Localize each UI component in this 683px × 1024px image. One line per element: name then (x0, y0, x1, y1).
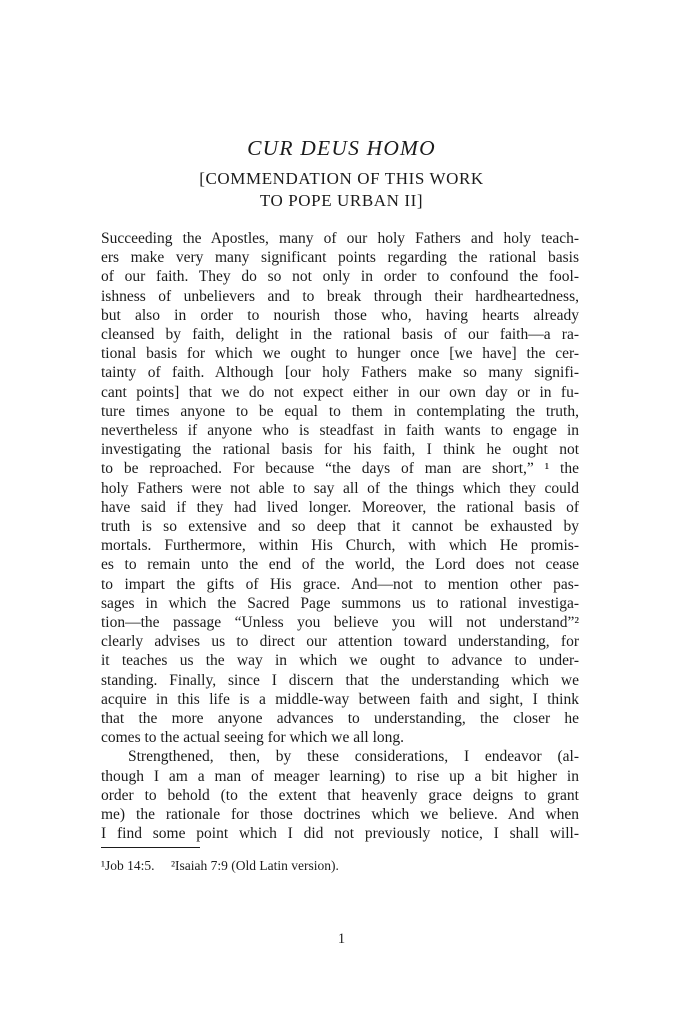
subtitle-line-2: TO POPE URBAN II] (259, 191, 424, 210)
text-line-p2-5: I find some point which I did not previously notice, I shall will- (101, 825, 579, 843)
text-line-p1-26: that the more anyone advances to understanding, the closer he (101, 710, 579, 728)
text-line-p1-25: acquire in this life is a middle-way between faith and sight, I think (101, 690, 579, 708)
text-line-p1-6: cleansed by faith, delight in the rational basis of our faith—a ra- (101, 326, 579, 344)
text-line-p1-5: but also in order to nourish those who, having hearts already (101, 306, 579, 324)
page-number: 1 (337, 931, 346, 947)
footnote-2: ²Isaiah 7:9 (Old Latin version). (170, 858, 339, 873)
text-line-p1-13: to be reproached. For because “the days of man are short,” ¹ the (101, 460, 579, 478)
text-line-p1-11: nevertheless if anyone who is steadfast in faith wants to engage in (101, 422, 579, 440)
text-line-p1-12: investigating the rational basis for his faith, I think he ought not (101, 441, 579, 459)
text-line-p1-7: tional basis for which we ought to hunger once [we have] the cer- (101, 345, 579, 363)
footnote-area (101, 847, 579, 874)
footnote-1: ¹Job 14:5. (101, 858, 155, 873)
text-line-p1-19: to impart the gifts of His grace. And—not to mention other pas- (101, 575, 579, 593)
chapter-heading (0, 138, 683, 213)
text-line-p1-18: es to remain unto the end of the world, the Lord does not cease (101, 556, 579, 574)
chapter-title: CUR DEUS HOMO (247, 136, 436, 160)
text-line-p1-20: sages in which the Sacred Page summons us to rational investiga- (101, 594, 579, 612)
text-line-p2-3: order to behold (to the extent that heavenly grace deigns to grant (101, 786, 579, 804)
chapter-subtitle (0, 168, 683, 213)
text-line-p1-8: tainty of faith. Although [our holy Fathers make so many signifi- (101, 364, 579, 382)
text-line-p1-3: of our faith. They do so not only in order to confound the fool- (101, 268, 579, 286)
text-line-p1-27: comes to the actual seeing for which we all long. (101, 729, 405, 747)
text-line-p2-4: me) the rationale for those doctrines which we believe. And when (101, 806, 579, 824)
text-line-p1-24: standing. Finally, since I discern that the understanding which we (101, 671, 579, 689)
body-text (101, 229, 579, 844)
text-line-p2-2: though I am a man of meager learning) to rise up a bit higher in (101, 767, 579, 785)
text-line-p1-2: ers make very many significant points regarding the rational basis (101, 249, 579, 267)
text-line-p1-16: truth is so extensive and so deep that it cannot be exhausted by (101, 518, 579, 536)
text-line-p1-15: have said if they had lived longer. Moreover, the rational basis of (101, 498, 579, 516)
footnote-rule (101, 847, 200, 848)
text-line-p1-1: Succeeding the Apostles, many of our holy Fathers and holy teach- (101, 230, 579, 247)
text-line-p1-9: cant points] that we do not expect either in our own day or in fu- (101, 383, 579, 401)
text-line-p1-4: ishness of unbelievers and to break through their hardheartedness, (101, 287, 579, 305)
text-line-p1-17: mortals. Furthermore, within His Church, with which He promis- (101, 537, 579, 555)
footnote-text (101, 857, 579, 874)
text-line-p1-23: it teaches us the way in which we ought to advance to under- (101, 652, 579, 670)
text-line-p2-1: Strengthened, then, by these considerations, I endeavor (al- (128, 748, 579, 766)
text-line-p1-22: clearly advises us to direct our attention toward understanding, for (101, 633, 579, 651)
subtitle-line-1: [COMMENDATION OF THIS WORK (199, 168, 484, 188)
text-line-p1-10: ture times anyone to be equal to them in contemplating the truth, (101, 402, 579, 420)
text-line-p1-21: tion—the passage “Unless you believe you will not understand”² (101, 614, 579, 632)
text-line-p1-14: holy Fathers were not able to say all of the things which they could (101, 479, 579, 497)
